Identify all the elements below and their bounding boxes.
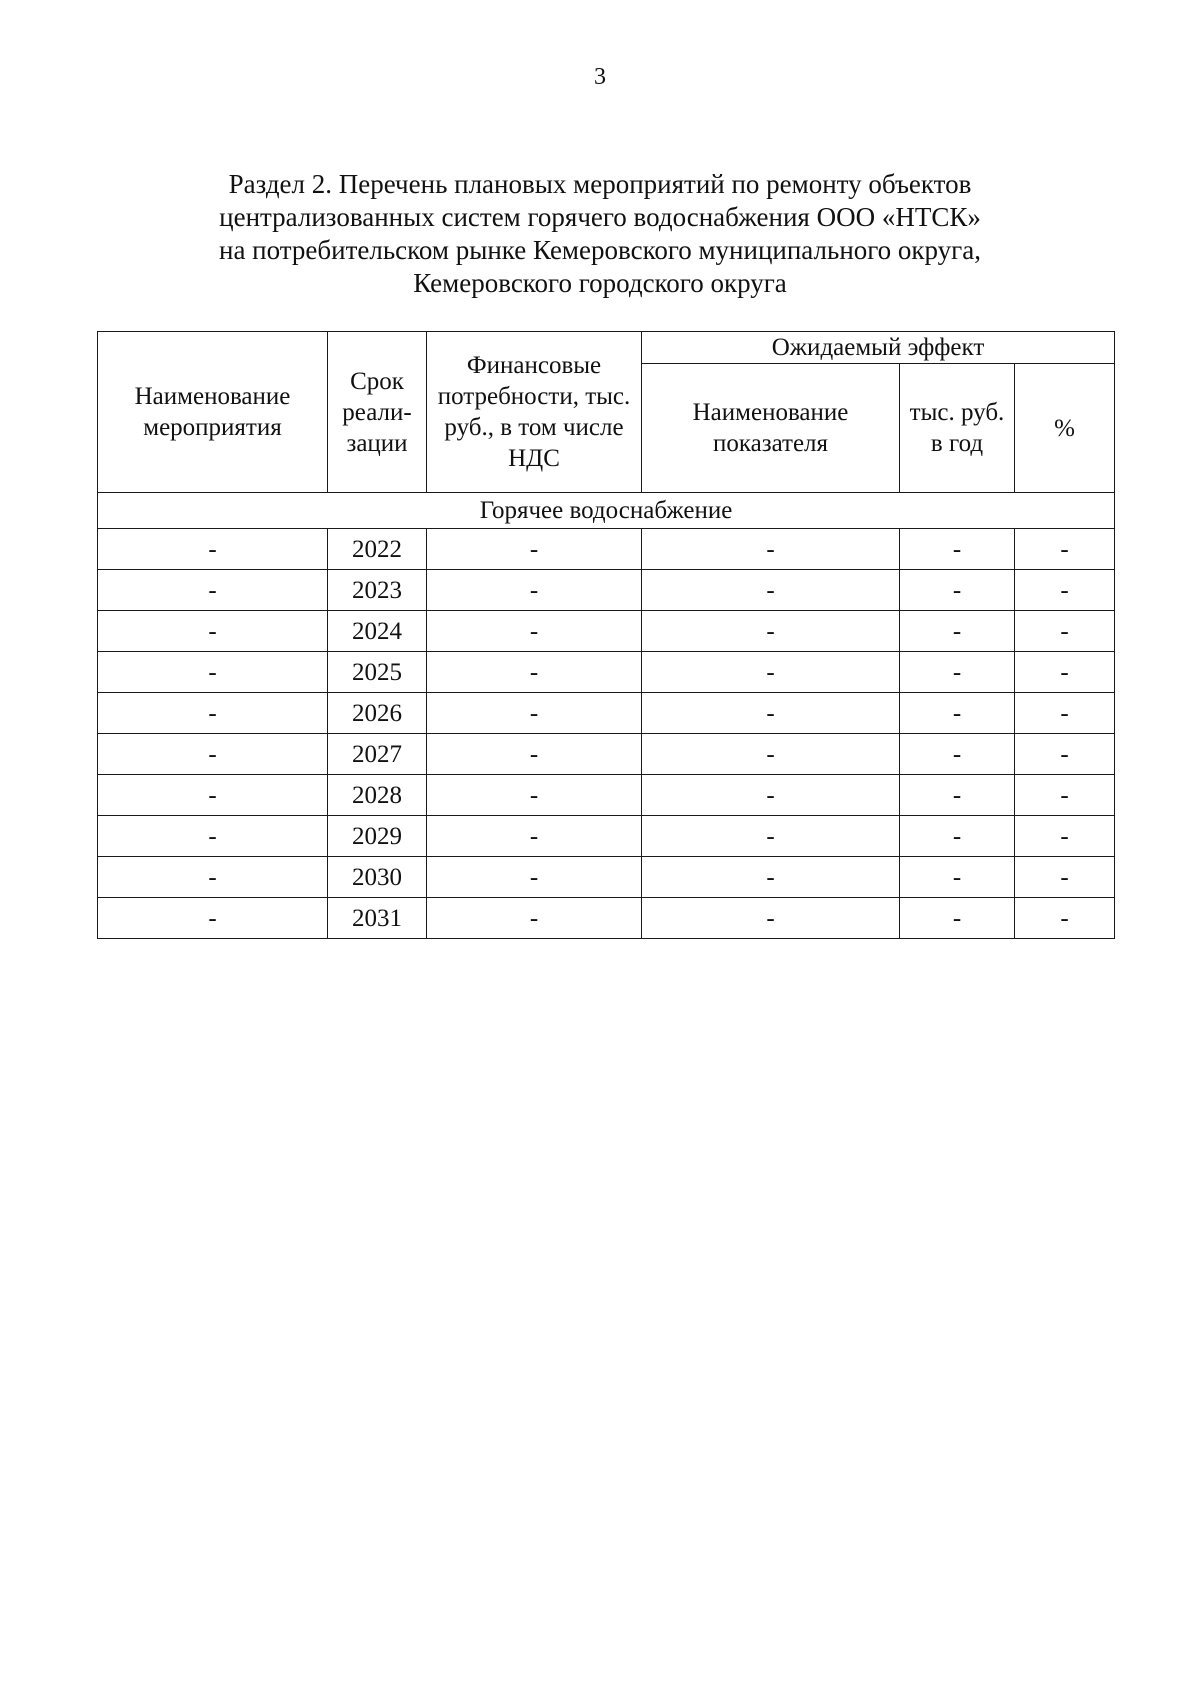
cell-indicator: - — [642, 898, 900, 939]
section-title-line: Кемеровского городского округа — [413, 268, 787, 298]
cell-finance: - — [427, 570, 642, 611]
table-row — [98, 611, 1115, 652]
cell-percent: - — [1015, 570, 1115, 611]
section-title — [160, 168, 1040, 300]
cell-year: 2022 — [328, 529, 427, 570]
cell-rub: - — [900, 734, 1015, 775]
cell-name: - — [98, 775, 328, 816]
cell-name: - — [98, 529, 328, 570]
header-effect: Ожидаемый эффект — [642, 332, 1115, 364]
cell-rub: - — [900, 529, 1015, 570]
cell-name: - — [98, 734, 328, 775]
cell-rub: - — [900, 570, 1015, 611]
header-term: Срок реали-зации — [328, 332, 427, 493]
cell-finance: - — [427, 611, 642, 652]
cell-indicator: - — [642, 529, 900, 570]
header-percent: % — [1015, 364, 1115, 493]
cell-indicator: - — [642, 734, 900, 775]
table-row — [98, 693, 1115, 734]
table-row — [98, 857, 1115, 898]
cell-indicator: - — [642, 693, 900, 734]
table-row — [98, 816, 1115, 857]
cell-year: 2028 — [328, 775, 427, 816]
cell-rub: - — [900, 611, 1015, 652]
cell-percent: - — [1015, 652, 1115, 693]
cell-rub: - — [900, 652, 1015, 693]
section-title-line: на потребительском рынке Кемеровского муниципального округа, — [219, 235, 981, 265]
cell-indicator: - — [642, 775, 900, 816]
table-row — [98, 652, 1115, 693]
cell-year: 2023 — [328, 570, 427, 611]
cell-name: - — [98, 693, 328, 734]
cell-year: 2031 — [328, 898, 427, 939]
cell-percent: - — [1015, 529, 1115, 570]
cell-finance: - — [427, 898, 642, 939]
table-row — [98, 734, 1115, 775]
table-row — [98, 529, 1115, 570]
cell-finance: - — [427, 857, 642, 898]
cell-year: 2025 — [328, 652, 427, 693]
cell-finance: - — [427, 529, 642, 570]
header-indicator: Наименование показателя — [642, 364, 900, 493]
cell-finance: - — [427, 816, 642, 857]
header-finance: Финансовые потребности, тыс. руб., в том числе НДС — [427, 332, 642, 493]
cell-percent: - — [1015, 816, 1115, 857]
cell-finance: - — [427, 652, 642, 693]
cell-name: - — [98, 816, 328, 857]
cell-rub: - — [900, 693, 1015, 734]
cell-finance: - — [427, 734, 642, 775]
cell-rub: - — [900, 857, 1015, 898]
cell-percent: - — [1015, 857, 1115, 898]
cell-finance: - — [427, 693, 642, 734]
cell-indicator: - — [642, 652, 900, 693]
cell-name: - — [98, 857, 328, 898]
plan-table — [97, 331, 1115, 939]
cell-percent: - — [1015, 775, 1115, 816]
cell-percent: - — [1015, 898, 1115, 939]
cell-indicator: - — [642, 816, 900, 857]
section-title-line: централизованных систем горячего водоснабжения ООО «НТСК» — [219, 202, 981, 232]
cell-name: - — [98, 611, 328, 652]
cell-name: - — [98, 570, 328, 611]
table-row — [98, 898, 1115, 939]
cell-year: 2029 — [328, 816, 427, 857]
table-row — [98, 570, 1115, 611]
cell-finance: - — [427, 775, 642, 816]
page-number: 3 — [594, 64, 606, 90]
cell-rub: - — [900, 775, 1015, 816]
section-title-line: Раздел 2. Перечень плановых мероприятий по ремонту объектов — [228, 169, 972, 199]
cell-rub: - — [900, 898, 1015, 939]
cell-name: - — [98, 898, 328, 939]
cell-percent: - — [1015, 693, 1115, 734]
cell-name: - — [98, 652, 328, 693]
cell-indicator: - — [642, 611, 900, 652]
cell-rub: - — [900, 816, 1015, 857]
cell-year: 2030 — [328, 857, 427, 898]
header-rub-per-year: тыс. руб. в год — [900, 364, 1015, 493]
cell-year: 2026 — [328, 693, 427, 734]
cell-percent: - — [1015, 734, 1115, 775]
cell-year: 2024 — [328, 611, 427, 652]
cell-year: 2027 — [328, 734, 427, 775]
cell-indicator: - — [642, 570, 900, 611]
cell-indicator: - — [642, 857, 900, 898]
cell-percent: - — [1015, 611, 1115, 652]
header-name: Наименование мероприятия — [98, 332, 328, 493]
table-row — [98, 775, 1115, 816]
group-title: Горячее водоснабжение — [98, 493, 1115, 529]
